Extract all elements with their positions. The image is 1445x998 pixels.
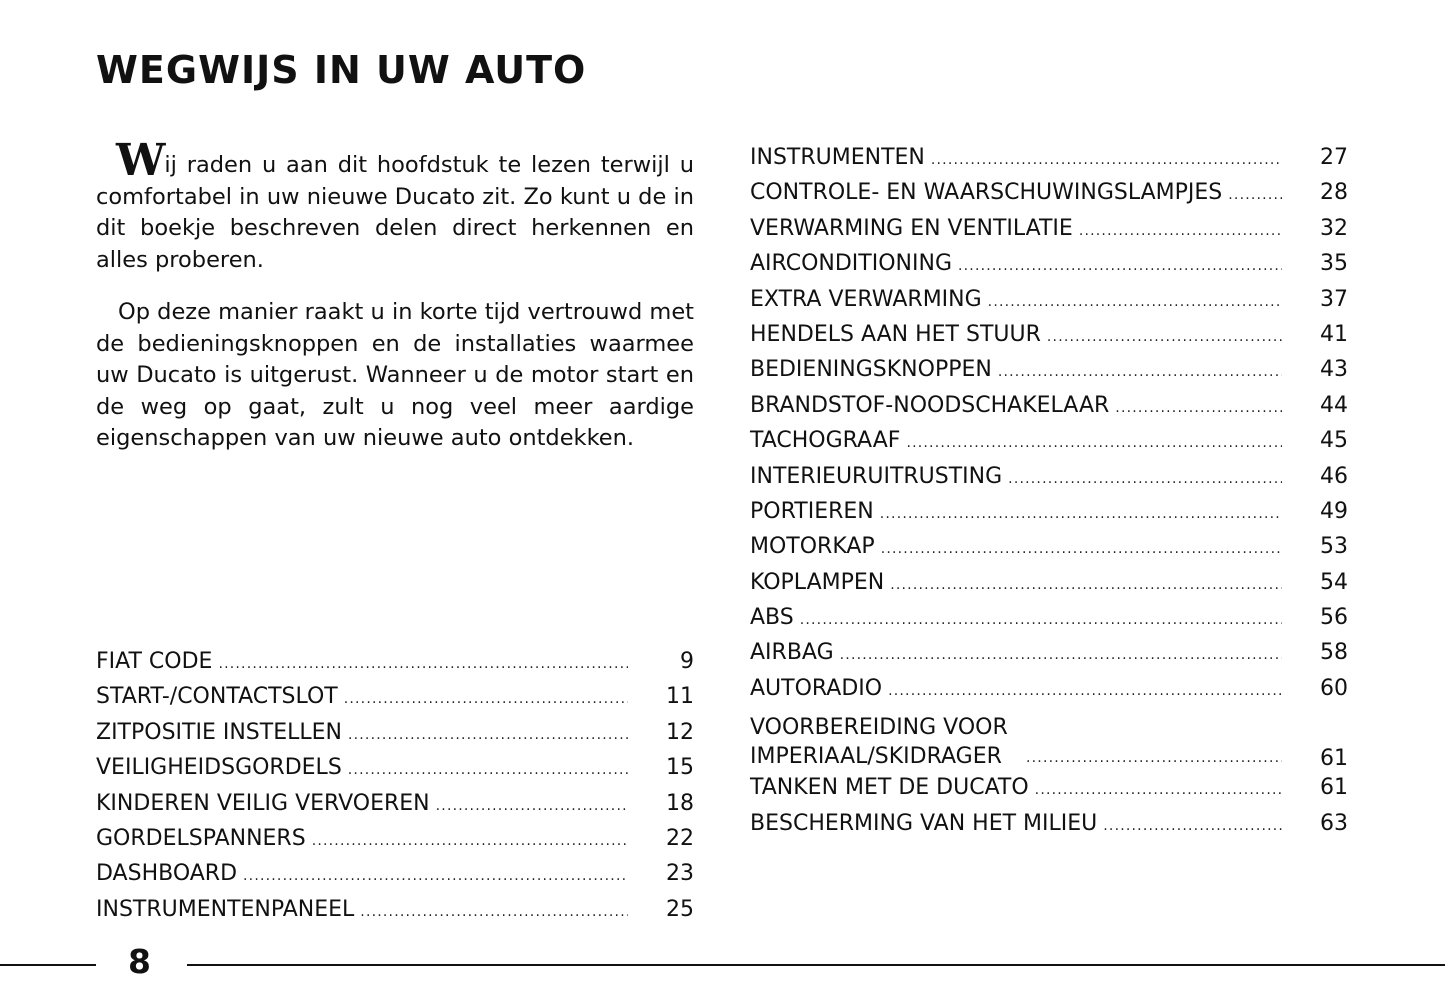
toc-entry[interactable] — [750, 216, 1348, 251]
toc-entry-page: 49 — [1320, 498, 1348, 524]
toc-entry-page: 43 — [1320, 357, 1348, 383]
toc-entry-page: 25 — [666, 896, 694, 922]
page-title: WEGWIJS IN UW AUTO — [96, 48, 587, 92]
toc-entry-label: AIRBAG — [750, 640, 834, 666]
toc-entry-label: FIAT CODE — [96, 649, 213, 674]
toc-leader-dots — [348, 727, 628, 743]
footer-rule-left — [0, 964, 96, 966]
toc-entry[interactable] — [750, 711, 1348, 775]
toc-leader-dots — [348, 762, 628, 778]
toc-entry[interactable] — [750, 287, 1348, 322]
toc-entry-label: EXTRA VERWARMING — [750, 286, 982, 312]
intro-text — [96, 135, 694, 476]
toc-entry-label: INSTRUMENTENPANEEL — [96, 896, 355, 922]
toc-leader-dots — [958, 258, 1282, 274]
footer-rule-right — [187, 964, 1445, 966]
toc-leader-dots — [800, 612, 1282, 628]
toc-leader-dots — [890, 577, 1282, 593]
toc-entry[interactable] — [96, 897, 694, 932]
toc-entry[interactable] — [750, 393, 1348, 428]
toc-entry-label: ABS — [750, 605, 794, 631]
toc-entry[interactable] — [750, 605, 1348, 640]
toc-entry-page: 35 — [1320, 251, 1348, 277]
toc-entry-page: 53 — [1320, 534, 1348, 560]
toc-entry-page: 37 — [1320, 286, 1348, 312]
toc-entry-label: BESCHERMING VAN HET MILIEU — [750, 810, 1098, 836]
toc-entry-label: DASHBOARD — [96, 861, 238, 887]
toc-entry[interactable] — [750, 570, 1348, 605]
toc-leader-dots — [312, 833, 628, 849]
toc-entry[interactable] — [96, 861, 694, 896]
table-of-contents-right — [750, 145, 1348, 846]
toc-leader-dots — [1008, 471, 1282, 487]
toc-entry-page: 61 — [1320, 775, 1348, 801]
intro-paragraph-1-text: ij raden u aan dit hoofdstuk te lezen terwijl u comfortabel in uw nieuwe Ducato zit. Zo kunt u de in dit boekje beschreven delen direct herkennen en alles proberen. — [96, 152, 694, 273]
toc-entry[interactable] — [750, 534, 1348, 569]
toc-entry-label: PORTIEREN — [750, 498, 874, 524]
toc-leader-dots — [880, 506, 1282, 522]
toc-entry-page: 15 — [666, 755, 694, 781]
toc-entry[interactable] — [750, 145, 1348, 180]
toc-entry-page: 23 — [666, 861, 694, 887]
toc-leader-dots — [1228, 187, 1282, 203]
drop-cap: W — [116, 135, 165, 186]
toc-entry[interactable] — [750, 357, 1348, 392]
toc-entry[interactable] — [750, 676, 1348, 711]
toc-entry[interactable] — [96, 791, 694, 826]
toc-entry-label: BEDIENINGSKNOPPEN — [750, 357, 992, 383]
toc-entry-page: 61 — [1320, 746, 1348, 772]
toc-entry[interactable] — [96, 720, 694, 755]
toc-entry[interactable] — [750, 640, 1348, 675]
toc-entry-label: HENDELS AAN HET STUUR — [750, 321, 1041, 347]
toc-entry-label: ZITPOSITIE INSTELLEN — [96, 719, 342, 745]
page-number: 8 — [128, 942, 151, 981]
toc-entry[interactable] — [750, 428, 1348, 463]
toc-leader-dots — [243, 868, 628, 884]
toc-leader-dots — [1047, 329, 1282, 345]
table-of-contents-left — [96, 649, 694, 932]
toc-leader-dots — [881, 541, 1282, 557]
toc-leader-dots — [888, 683, 1282, 699]
toc-entry-label: AUTORADIO — [750, 675, 883, 701]
toc-entry[interactable] — [750, 464, 1348, 499]
toc-entry-page: 63 — [1320, 810, 1348, 836]
toc-entry-label: KOPLAMPEN — [750, 569, 885, 595]
toc-entry[interactable] — [96, 826, 694, 861]
toc-leader-dots — [1115, 400, 1282, 416]
toc-entry-page: 22 — [666, 825, 694, 851]
toc-entry-page: 27 — [1320, 145, 1348, 170]
toc-entry-page: 46 — [1320, 463, 1348, 489]
toc-entry-label: BRANDSTOF-NOODSCHAKELAAR — [750, 392, 1110, 418]
toc-entry[interactable] — [750, 322, 1348, 357]
toc-entry[interactable] — [96, 684, 694, 719]
toc-leader-dots — [840, 647, 1282, 663]
toc-entry-page: 45 — [1320, 428, 1348, 454]
toc-entry[interactable] — [750, 775, 1348, 810]
toc-entry-label: KINDEREN VEILIG VERVOEREN — [96, 790, 430, 816]
toc-entry-page: 12 — [666, 719, 694, 745]
toc-leader-dots — [218, 656, 628, 672]
intro-paragraph-1 — [96, 135, 694, 276]
toc-entry-page: 32 — [1320, 215, 1348, 241]
toc-entry-label: GORDELSPANNERS — [96, 825, 306, 851]
toc-entry[interactable] — [750, 180, 1348, 215]
toc-leader-dots — [906, 435, 1282, 451]
toc-entry-page: 58 — [1320, 640, 1348, 666]
toc-entry-page: 54 — [1320, 569, 1348, 595]
toc-entry-page: 60 — [1320, 675, 1348, 701]
toc-entry-label: INSTRUMENTEN — [750, 145, 925, 170]
toc-entry-page: 41 — [1320, 321, 1348, 347]
toc-entry-page: 56 — [1320, 605, 1348, 631]
toc-leader-dots — [1026, 750, 1282, 766]
toc-entry-label: VOORBEREIDING VOOR IMPERIAAL/SKIDRAGER — [750, 715, 1008, 770]
toc-entry-label: START-/CONTACTSLOT — [96, 684, 338, 710]
toc-entry[interactable] — [96, 649, 694, 684]
toc-entry[interactable] — [750, 811, 1348, 846]
toc-leader-dots — [931, 152, 1282, 168]
toc-entry-label: INTERIEURUITRUSTING — [750, 463, 1003, 489]
toc-entry-page: 11 — [666, 684, 694, 710]
intro-paragraph-2: Op deze manier raakt u in korte tijd vertrouwd met de bedieningsknoppen en de installaties waarmee uw Ducato is uitgerust. Wanneer u de motor start en de weg op gaat, zult u nog veel meer aardige eigenschappen van uw nieuwe auto ontdekken. — [96, 299, 694, 451]
toc-entry-page: 44 — [1320, 392, 1348, 418]
toc-entry-page: 18 — [666, 790, 694, 816]
toc-entry[interactable] — [750, 251, 1348, 286]
toc-entry[interactable] — [750, 499, 1348, 534]
toc-leader-dots — [436, 798, 628, 814]
toc-leader-dots — [360, 904, 628, 920]
toc-entry-label: AIRCONDITIONING — [750, 251, 952, 277]
toc-entry-page: 28 — [1320, 180, 1348, 206]
toc-leader-dots — [1103, 818, 1282, 834]
toc-leader-dots — [998, 364, 1282, 380]
toc-entry-page: 9 — [680, 649, 694, 674]
toc-leader-dots — [988, 294, 1282, 310]
toc-entry-label: TANKEN MET DE DUCATO — [750, 775, 1029, 801]
toc-entry[interactable] — [96, 755, 694, 790]
toc-leader-dots — [344, 691, 628, 707]
toc-entry-label: CONTROLE- EN WAARSCHUWINGSLAMPJES — [750, 180, 1223, 206]
toc-leader-dots — [1079, 223, 1282, 239]
toc-entry-label: VEILIGHEIDSGORDELS — [96, 755, 342, 781]
toc-entry-label: VERWARMING EN VENTILATIE — [750, 215, 1073, 241]
toc-entry-label: TACHOGRAAF — [750, 428, 901, 454]
toc-entry-label: MOTORKAP — [750, 534, 875, 560]
toc-leader-dots — [1035, 782, 1282, 798]
